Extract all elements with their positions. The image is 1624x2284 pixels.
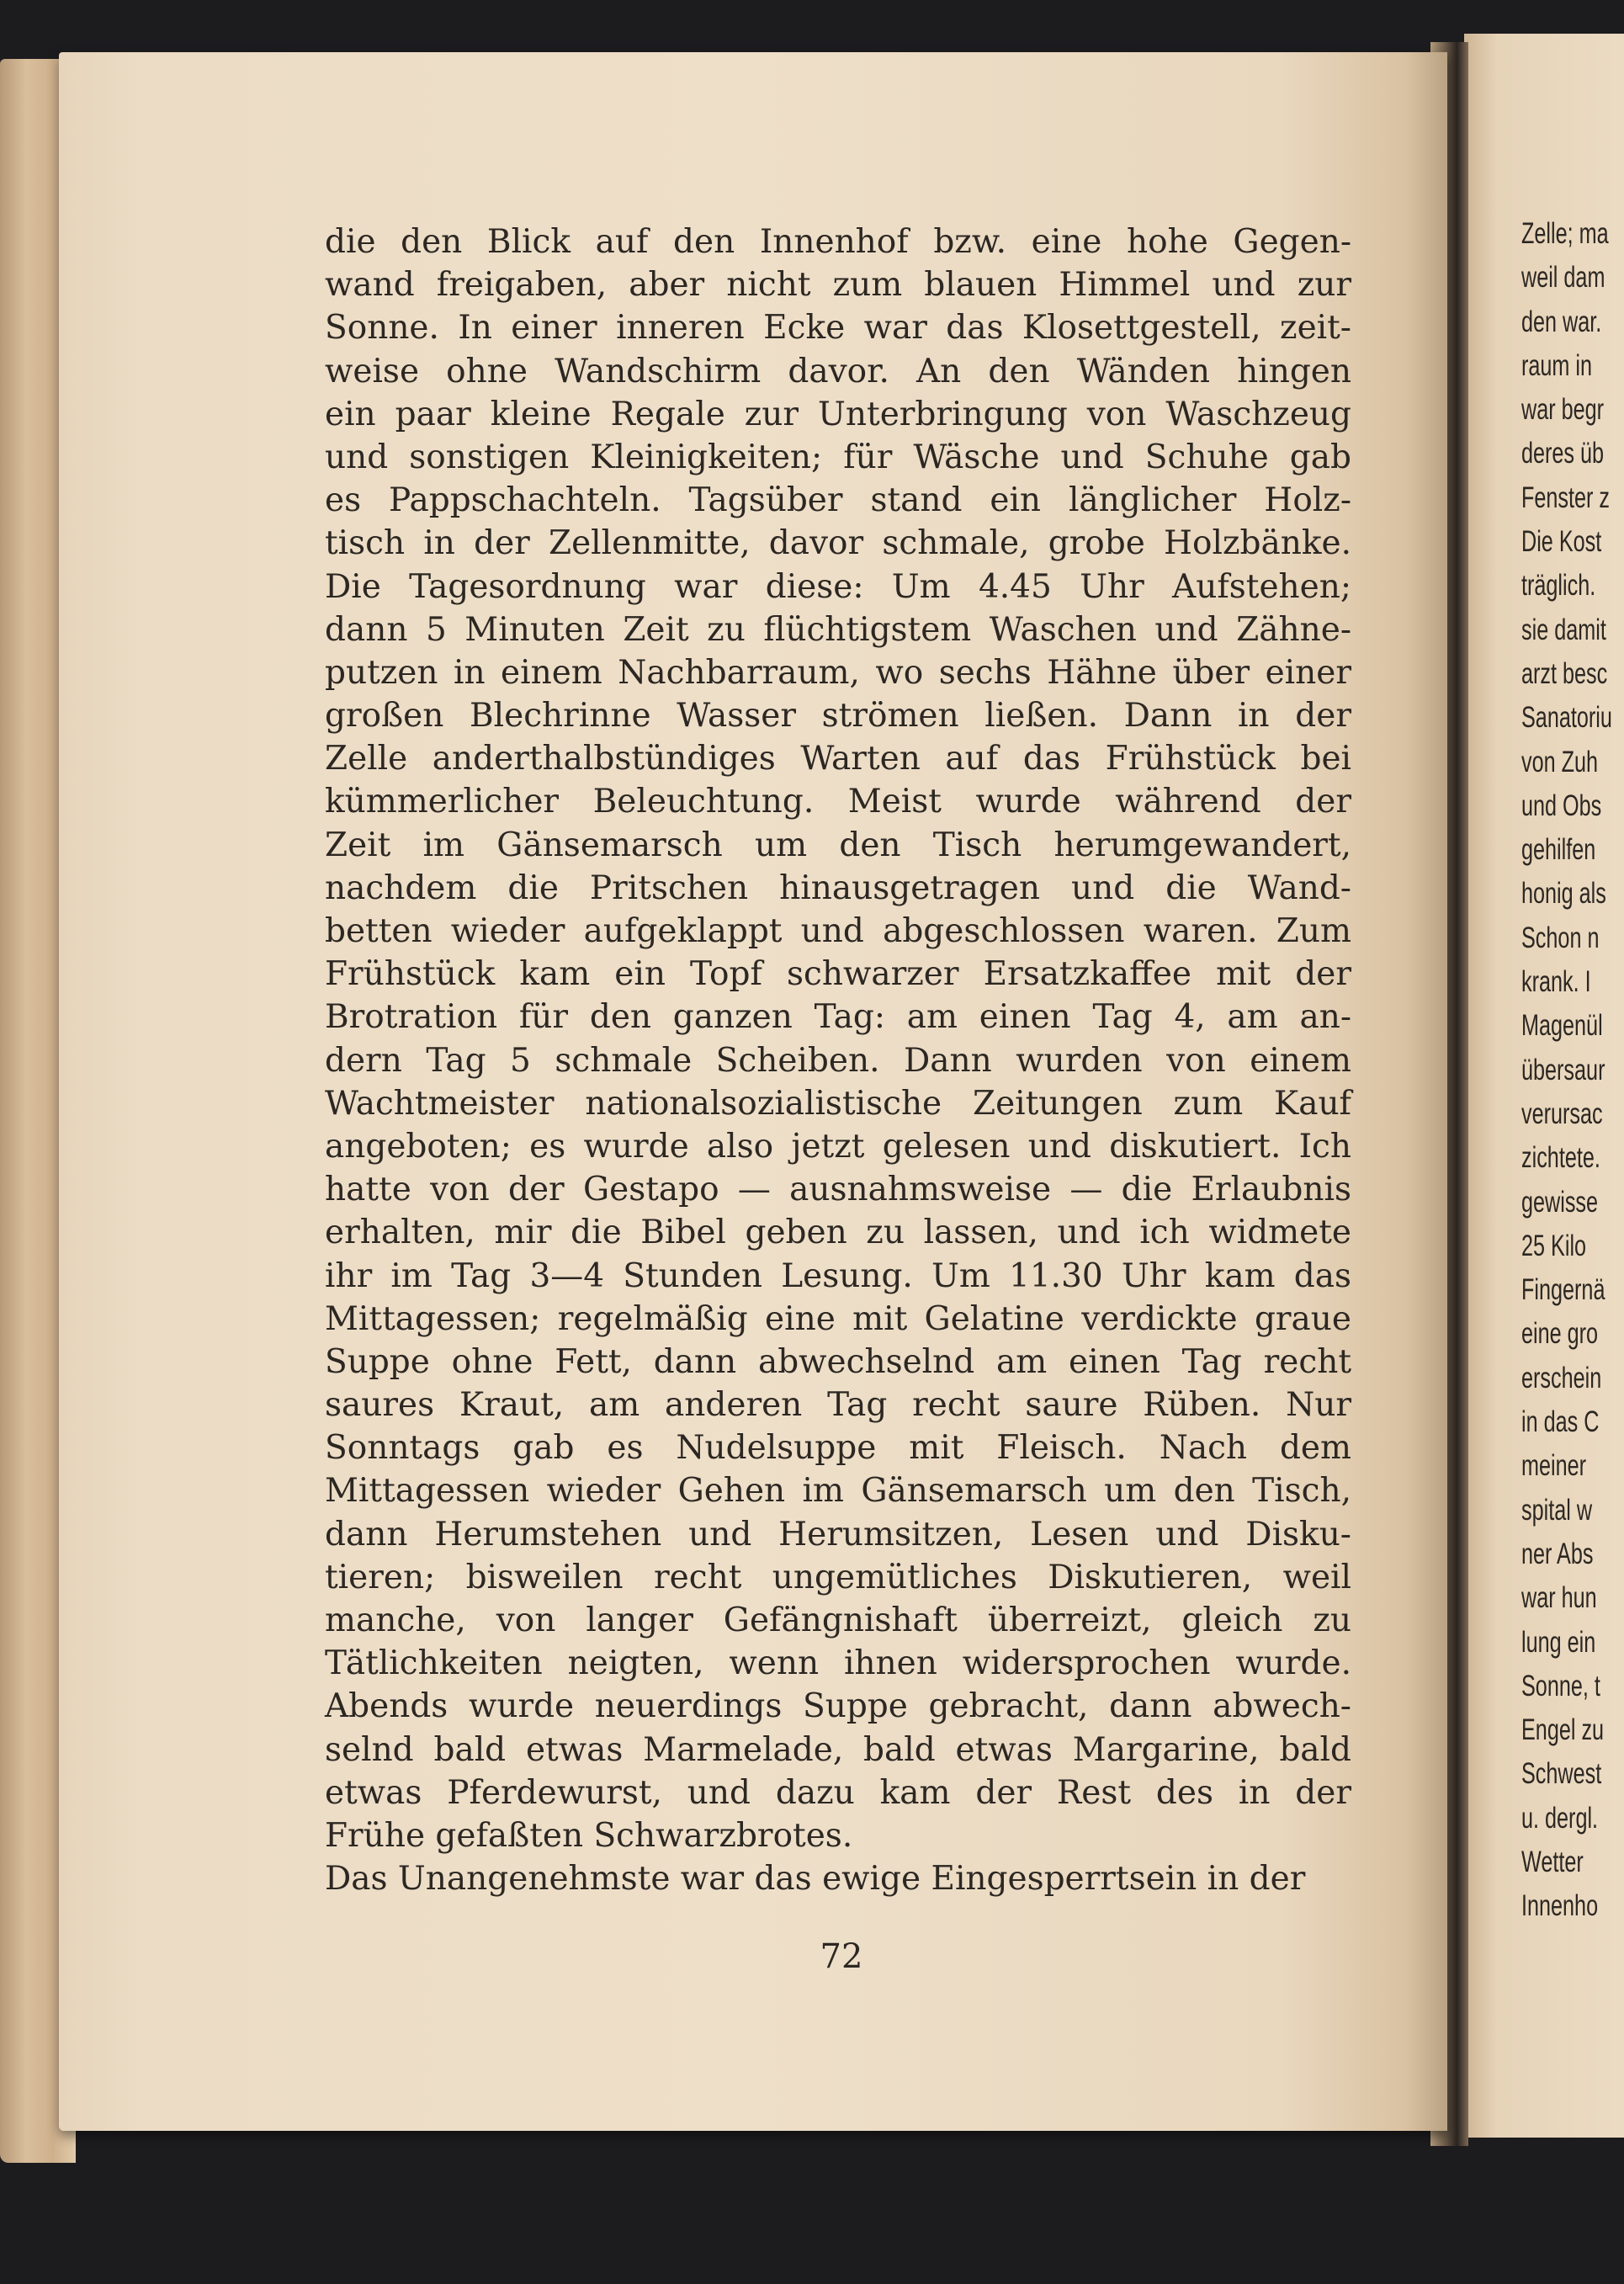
text-line: Brotration für den ganzen Tag: am einen Tag 4, am an- [325,998,1351,1037]
text-line: ihr im Tag 3—4 Stunden Lesung. Um 11.30 Uhr kam das [325,1256,1351,1295]
facing-text-line: Sanatoriu [1521,701,1612,735]
facing-text-line: den war. [1521,305,1602,338]
text-line: großen Blechrinne Wasser strömen ließen. Dann in der [325,697,1351,736]
facing-page-text [1521,212,1624,1929]
text-line: selnd bald etwas Marmelade, bald etwas Margarine, bald [325,1730,1351,1769]
facing-text-line: Zelle; ma [1521,217,1609,250]
text-line: etwas Pferdewurst, und dazu kam der Rest des in der [325,1773,1351,1812]
facing-text-line: Innenho [1521,1889,1599,1923]
facing-text-line: Sonne, t [1521,1669,1600,1702]
text-line: dann Herumstehen und Herumsitzen, Lesen und Disku- [325,1515,1351,1554]
facing-text-line: zichtete. [1521,1141,1600,1175]
text-line: ein paar kleine Regale zur Unterbringung von Waschzeug [325,395,1351,433]
text-line: Mittagessen; regelmäßig eine mit Gelatine verdickte graue [325,1299,1351,1338]
facing-text-line: Wetter [1521,1845,1584,1878]
text-line: Das Unangenehmste war das ewige Eingesperrtsein in der [325,1860,1306,1899]
text-line: dern Tag 5 schmale Scheiben. Dann wurden von einem [325,1041,1351,1080]
facing-text-line: 25 Kilo [1521,1229,1587,1262]
text-line: und sonstigen Kleinigkeiten; für Wäsche und Schuhe gab [325,438,1351,476]
facing-text-line: lung ein [1521,1625,1596,1659]
facing-text-line: arzt besc [1521,656,1608,690]
text-line: dann 5 Minuten Zeit zu flüchtigstem Waschen und Zähne- [325,610,1351,649]
text-line: tisch in der Zellenmitte, davor schmale, grobe Holzbänke. [325,524,1351,563]
text-line: hatte von der Gestapo — ausnahmsweise — die Erlaubnis [325,1171,1351,1209]
facing-text-line: übersaur [1521,1053,1605,1086]
facing-text-line: krank. I [1521,965,1591,999]
text-line: weise ohne Wandschirm davor. An den Wänden hingen [325,352,1351,390]
facing-text-line: deres üb [1521,437,1605,470]
facing-text-line: Schon n [1521,921,1600,954]
facing-text-line: gewisse [1521,1185,1599,1219]
facing-text-line: erschein [1521,1361,1602,1394]
facing-text-line: sie damit [1521,613,1606,646]
facing-text-line: war begr [1521,393,1605,427]
facing-text-line: Fingernä [1521,1273,1605,1307]
facing-text-line: spital w [1521,1493,1593,1527]
text-line: Zeit im Gänsemarsch um den Tisch herumgewandert, [325,826,1351,864]
facing-text-line: träglich. [1521,569,1596,603]
facing-text-line: Magenül [1521,1009,1603,1043]
facing-text-line: raum in [1521,348,1593,382]
text-line: Frühstück kam ein Topf schwarzer Ersatzkaffee mit der [325,955,1351,994]
facing-text-line: weil dam [1521,261,1605,295]
text-line: Abends wurde neuerdings Suppe gebracht, dann abwech- [325,1687,1351,1726]
facing-text-line: Engel zu [1521,1713,1605,1747]
facing-text-line: honig als [1521,877,1606,911]
text-line: nachdem die Pritschen hinausgetragen und die Wand- [325,868,1351,907]
text-line: tieren; bisweilen recht ungemütliches Diskutieren, weil [325,1558,1351,1596]
facing-text-line: eine gro [1521,1317,1599,1351]
facing-page [1464,34,1624,2138]
text-line: die den Blick auf den Innenhof bzw. eine hohe Gegen- [325,223,1351,261]
text-line: es Pappschachteln. Tagsüber stand ein länglicher Holz- [325,481,1351,520]
text-line: erhalten, mir die Bibel geben zu lassen, und ich widmete [325,1214,1351,1252]
facing-text-line: meiner [1521,1449,1587,1483]
text-line: betten wieder aufgeklappt und abgeschlossen waren. Zum [325,912,1351,950]
facing-text-line: von Zuh [1521,745,1599,778]
text-line: Sonne. In einer inneren Ecke war das Klosettgestell, zeit- [325,309,1351,348]
text-line: Sonntags gab es Nudelsuppe mit Fleisch. Nach dem [325,1429,1351,1468]
facing-text-line: in das C [1521,1405,1600,1439]
text-line: saures Kraut, am anderen Tag recht saure Rüben. Nur [325,1386,1351,1425]
text-line: Suppe ohne Fett, dann abwechselnd am einen Tag recht [325,1342,1351,1381]
text-line: Tätlichkeiten neigten, wenn ihnen widersprochen wurde. [325,1644,1351,1683]
text-line: Wachtmeister nationalsozialistische Zeitungen zum Kauf [325,1084,1351,1123]
text-line: manche, von langer Gefängnishaft überreizt, gleich zu [325,1601,1351,1639]
text-line: angeboten; es wurde also jetzt gelesen und diskutiert. Ich [325,1127,1351,1166]
facing-text-line: und Obs [1521,789,1602,822]
facing-text-line: Die Kost [1521,525,1602,559]
page-body-text [325,220,1351,1900]
facing-text-line: Fenster z [1521,481,1611,514]
facing-text-line: gehilfen [1521,833,1596,867]
text-line: Frühe gefaßten Schwarzbrotes. [325,1816,853,1855]
text-line: wand freigaben, aber nicht zum blauen Himmel und zur [325,266,1351,305]
facing-text-line: verursac [1521,1097,1603,1130]
page-number: 72 [820,1937,863,1976]
text-line: Die Tagesordnung war diese: Um 4.45 Uhr Aufstehen; [325,567,1351,606]
text-line: putzen in einem Nachbarraum, wo sechs Hähne über einer [325,653,1351,692]
facing-text-line: Schwest [1521,1757,1602,1791]
text-line: kümmerlicher Beleuchtung. Meist wurde während der [325,783,1351,821]
facing-text-line: u. dergl. [1521,1801,1599,1835]
facing-text-line: ner Abs [1521,1537,1594,1570]
facing-text-line: war hun [1521,1581,1597,1615]
text-line: Zelle anderthalbstündiges Warten auf das Frühstück bei [325,740,1351,778]
text-line: Mittagessen wieder Gehen im Gänsemarsch um den Tisch, [325,1472,1351,1511]
